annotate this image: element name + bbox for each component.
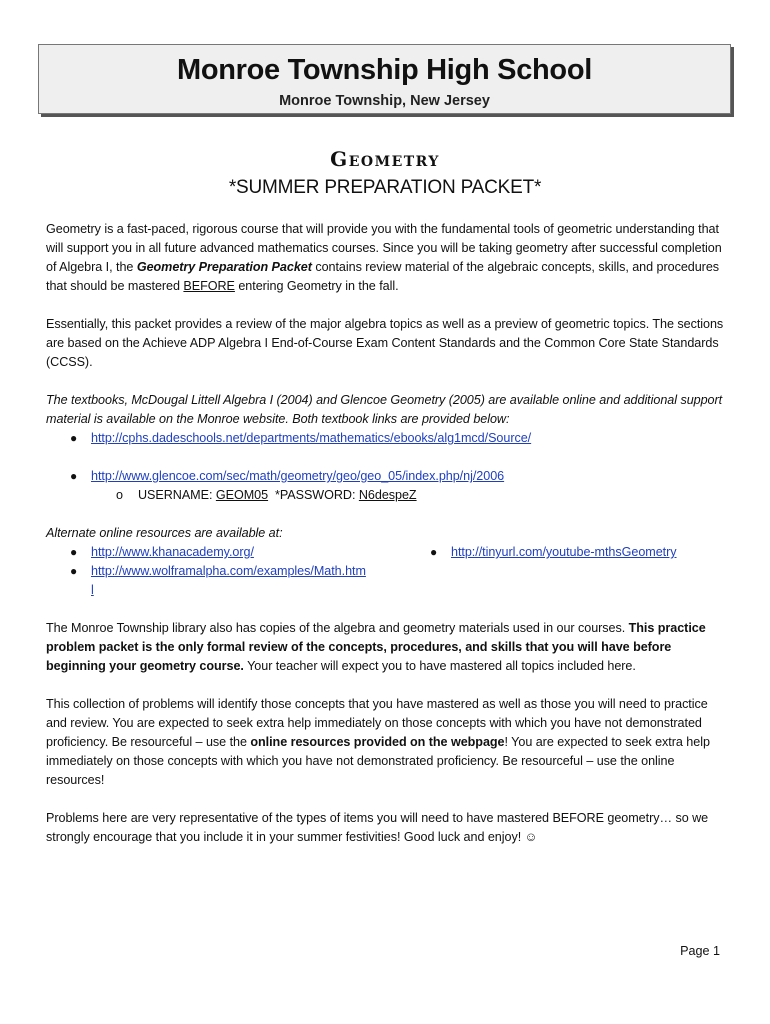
course-title: Geometry [330, 147, 440, 171]
credentials-line: o USERNAME: GEOM05 *PASSWORD: N6despeZ [46, 486, 732, 505]
list-item [406, 543, 732, 562]
packet-title: *SUMMER PREPARATION PACKET* [228, 177, 542, 198]
textbook-links-list-2 [46, 467, 732, 486]
school-location: Monroe Township, New Jersey [279, 93, 490, 109]
alternate-links [46, 543, 732, 600]
bullet-icon: ● [70, 545, 78, 559]
before-underlined: BEFORE [183, 279, 235, 293]
alternate-heading: Alternate online resources are available at: [46, 526, 283, 540]
closing-paragraph: Problems here are very representative of the types of items you will need to have mastered BEFORE geometry… so we strongly encourage that you include it in your summer festivities! Good luck and enjoy! ☺ [46, 811, 709, 844]
list-item [46, 467, 732, 486]
textbooks-note: The textbooks, McDougal Littell Algebra I (2004) and Glencoe Geometry (2005) are available online and additional support material is available on the Monroe website. Both textbook links are provided below: [46, 393, 723, 426]
list-item [46, 543, 406, 562]
list-item [46, 429, 732, 448]
document-body [46, 220, 732, 847]
collection-paragraph: This collection of problems will identify those concepts that you have mastered as well as those you will need to practice and review. You are expected to seek extra help immediately on those concepts with which you have not demonstrated proficiency. Be resourceful – use the online resources provided on the webpage! You are expected to seek extra help immediately on those concepts with which you have not demonstrated proficiency. Be resourceful – use the online resources! [46, 697, 710, 787]
bullet-icon: ● [70, 469, 78, 483]
link-khanacademy[interactable]: http://www.khanacademy.org/ [91, 545, 254, 559]
circle-bullet-icon: o [116, 488, 123, 502]
school-name: Monroe Township High School [176, 54, 593, 86]
link-tinyurl-youtube[interactable]: http://tinyurl.com/youtube-mthsGeometry [451, 545, 677, 559]
textbook-links-list [46, 429, 732, 448]
link-glencoe-geometry[interactable]: http://www.glencoe.com/sec/math/geometry/geo/geo_05/index.php/nj/2006 [91, 469, 505, 483]
school-header-box [38, 44, 731, 114]
list-item [46, 562, 406, 600]
bullet-icon: ● [70, 431, 78, 445]
bullet-icon: ● [70, 564, 78, 578]
username-value: GEOM05 [215, 488, 269, 502]
library-paragraph: The Monroe Township library also has copies of the algebra and geometry materials used in our courses. This practice problem packet is the only formal review of the concepts, procedures, and skills that you will have before beginning your geometry course. Your teacher will expect you to have mastered all topics included here. [46, 621, 706, 673]
password-value: N6despeZ [358, 488, 417, 502]
packet-name-emphasis: Geometry Preparation Packet [136, 260, 312, 274]
bullet-icon: ● [430, 545, 438, 559]
link-dadeschools-algebra[interactable]: http://cphs.dadeschools.net/departments/mathematics/ebooks/alg1mcd/Source/ [91, 431, 532, 445]
intro-paragraph: Geometry is a fast-paced, rigorous course that will provide you with the fundamental tools of geometric understanding that will support you in all future advanced mathematics courses. Since you will be taking geometry after successful completion of Algebra I, the Geometry Preparation Packet contains review material of the algebraic concepts, skills, and procedures that should be mastered BEFORE entering Geometry in the fall. [46, 222, 722, 293]
page-number: Page 1 [680, 944, 720, 958]
link-wolframalpha[interactable]: http://www.wolframalpha.com/examples/Math.html [91, 564, 366, 597]
essentially-paragraph: Essentially, this packet provides a review of the major algebra topics as well as a preview of geometric topics. The sections are based on the Achieve ADP Algebra I End-of-Course Exam Content Standards and the Common Core State Standards (CCSS). [46, 317, 724, 369]
